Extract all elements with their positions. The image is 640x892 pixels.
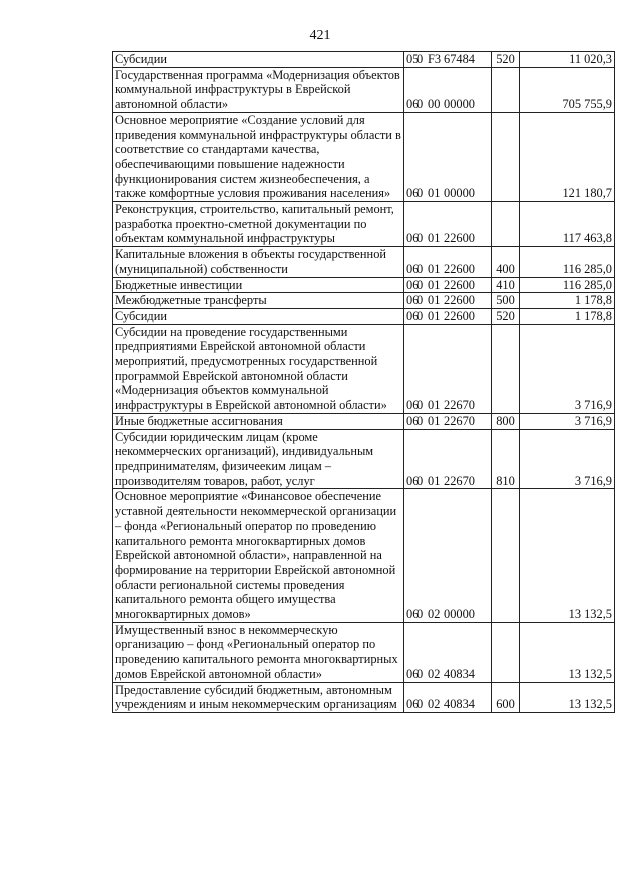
- table-row: [113, 682, 615, 712]
- row-expense-type-cell: 500: [492, 293, 520, 309]
- classification-code: [406, 414, 482, 429]
- budget-table: [112, 51, 615, 713]
- code-part: 00: [428, 97, 441, 112]
- code-part: F3: [428, 52, 442, 66]
- row-name-cell: Государственная программа «Модернизация объектов коммунальной инфраструктуры в Еврейской автономной области»: [113, 67, 404, 112]
- table-row: [113, 308, 615, 324]
- classification-code: [406, 262, 482, 277]
- table-row: [113, 112, 615, 201]
- table-row: [113, 277, 615, 293]
- code-part: 22670: [444, 413, 475, 428]
- row-expense-type-cell: [492, 67, 520, 112]
- code-part: 06: [406, 231, 419, 246]
- row-amount-cell: 705 755,9: [520, 67, 615, 112]
- budget-table-body: [113, 52, 615, 713]
- code-part: 02: [428, 697, 441, 712]
- code-part: 01: [428, 398, 441, 413]
- classification-code: [406, 667, 482, 682]
- row-expense-type-cell: 410: [492, 277, 520, 293]
- row-code-cell: [404, 112, 492, 201]
- code-part: 06: [406, 473, 419, 488]
- table-row: [113, 52, 615, 68]
- code-part: 22670: [444, 473, 475, 488]
- row-name-cell: Бюджетные инвестиции: [113, 277, 404, 293]
- code-part: 0: [417, 697, 424, 712]
- row-expense-type-cell: 520: [492, 308, 520, 324]
- row-expense-type-cell: [492, 622, 520, 682]
- code-part: 22600: [444, 261, 475, 276]
- row-amount-cell: 3 716,9: [520, 413, 615, 429]
- row-amount-cell: 3 716,9: [520, 429, 615, 489]
- code-part: 0: [417, 261, 424, 276]
- code-part: 06: [406, 277, 419, 292]
- code-part: 40834: [444, 666, 475, 681]
- table-row: [113, 489, 615, 622]
- code-part: 22600: [444, 231, 475, 246]
- row-name-cell: Реконструкция, строительство, капитальный ремонт, разработка проектно-сметной документации по объектам коммунальной инфраструктуры: [113, 202, 404, 247]
- code-part: 0: [417, 231, 424, 246]
- row-code-cell: [404, 202, 492, 247]
- classification-code: [406, 697, 482, 712]
- table-row: [113, 324, 615, 413]
- code-part: 00000: [444, 186, 475, 201]
- code-part: 06: [406, 293, 419, 308]
- row-expense-type-cell: 800: [492, 413, 520, 429]
- classification-code: [406, 309, 482, 324]
- classification-code: [406, 52, 482, 67]
- code-part: 02: [428, 666, 441, 681]
- code-part: 06: [406, 697, 419, 712]
- row-amount-cell: 13 132,5: [520, 622, 615, 682]
- code-part: 0: [417, 607, 424, 622]
- row-amount-cell: 1 178,8: [520, 293, 615, 309]
- row-code-cell: [404, 247, 492, 277]
- code-part: 06: [406, 97, 419, 112]
- code-part: 01: [428, 413, 441, 428]
- code-part: 01: [428, 293, 441, 308]
- row-name-cell: Капитальные вложения в объекты государственной (муниципальной) собственности: [113, 247, 404, 277]
- table-row: [113, 622, 615, 682]
- code-part: 0: [417, 277, 424, 292]
- code-part: 02: [428, 607, 441, 622]
- code-part: 0: [417, 186, 424, 201]
- row-name-cell: Иные бюджетные ассигнования: [113, 413, 404, 429]
- code-part: 01: [428, 231, 441, 246]
- code-part: 22600: [444, 277, 475, 292]
- code-part: 0: [417, 666, 424, 681]
- row-amount-cell: 116 285,0: [520, 247, 615, 277]
- row-code-cell: [404, 293, 492, 309]
- row-name-cell: Имущественный взнос в некоммерческую организацию – фонд «Региональный оператор по проведению капитального ремонта многоквартирных домов Еврейской автономной области»: [113, 622, 404, 682]
- row-name-cell: Основное мероприятие «Финансовое обеспечение уставной деятельности некоммерческой организации – фонда «Региональный оператор по проведению капитального ремонта многоквартирных домов Еврейской автономной области», направленной на формирование на территории Еврейской автономной области региональной системы проведения капитального ремонта общего имущества многоквартирных домов»: [113, 489, 404, 622]
- row-code-cell: [404, 413, 492, 429]
- code-part: 01: [428, 261, 441, 276]
- table-row: [113, 413, 615, 429]
- code-part: 0: [417, 293, 424, 308]
- row-code-cell: [404, 489, 492, 622]
- code-part: 01: [428, 277, 441, 292]
- row-amount-cell: 13 132,5: [520, 682, 615, 712]
- code-part: 01: [428, 308, 441, 323]
- row-amount-cell: 1 178,8: [520, 308, 615, 324]
- code-part: 22600: [444, 293, 475, 308]
- row-code-cell: [404, 324, 492, 413]
- row-name-cell: Субсидии: [113, 308, 404, 324]
- code-part: 0: [417, 308, 424, 323]
- code-part: 40834: [444, 697, 475, 712]
- row-amount-cell: 121 180,7: [520, 112, 615, 201]
- code-part: 0: [417, 473, 424, 488]
- row-code-cell: [404, 682, 492, 712]
- row-expense-type-cell: 520: [492, 52, 520, 68]
- code-part: 00000: [444, 97, 475, 112]
- code-part: 06: [406, 308, 419, 323]
- row-expense-type-cell: [492, 202, 520, 247]
- code-part: 05: [406, 52, 419, 66]
- code-part: 0: [417, 398, 424, 413]
- page-number: 421: [309, 28, 331, 43]
- code-part: 06: [406, 666, 419, 681]
- classification-code: [406, 607, 482, 622]
- row-amount-cell: 11 020,3: [520, 52, 615, 68]
- code-part: 06: [406, 186, 419, 201]
- row-name-cell: Субсидии: [113, 52, 404, 68]
- row-expense-type-cell: [492, 324, 520, 413]
- table-row: [113, 293, 615, 309]
- classification-code: [406, 398, 482, 413]
- code-part: 06: [406, 607, 419, 622]
- row-code-cell: [404, 52, 492, 68]
- classification-code: [406, 278, 482, 293]
- classification-code: [406, 186, 482, 201]
- row-expense-type-cell: 400: [492, 247, 520, 277]
- table-row: [113, 67, 615, 112]
- classification-code: [406, 293, 482, 308]
- row-name-cell: Межбюджетные трансферты: [113, 293, 404, 309]
- row-name-cell: Предоставление субсидий бюджетным, автономным учреждениям и иным некоммерческим организациям: [113, 682, 404, 712]
- table-row: [113, 202, 615, 247]
- code-part: 22670: [444, 398, 475, 413]
- code-part: 00000: [444, 607, 475, 622]
- code-part: 0: [417, 413, 424, 428]
- code-part: 67484: [444, 52, 475, 66]
- classification-code: [406, 474, 482, 489]
- row-expense-type-cell: 600: [492, 682, 520, 712]
- code-part: 06: [406, 398, 419, 413]
- code-part: 22600: [444, 308, 475, 323]
- code-part: 06: [406, 261, 419, 276]
- code-part: 0: [417, 52, 424, 66]
- table-row: [113, 247, 615, 277]
- row-code-cell: [404, 277, 492, 293]
- row-name-cell: Субсидии на проведение государственными предприятиями Еврейской автономной области мероприятий, предусмотренных государственной программой Еврейской автономной области «Модернизация объектов коммунальной инфраструктуры в Еврейской автономной области»: [113, 324, 404, 413]
- row-expense-type-cell: 810: [492, 429, 520, 489]
- row-expense-type-cell: [492, 489, 520, 622]
- table-row: [113, 429, 615, 489]
- row-amount-cell: 116 285,0: [520, 277, 615, 293]
- row-name-cell: Основное мероприятие «Создание условий для приведения коммунальной инфраструктуры области в соответствие со стандартами качества, обеспечивающими повышение надежности функционирования систем жизнеобеспечения, а также комфортные условия проживания населения»: [113, 112, 404, 201]
- code-part: 01: [428, 473, 441, 488]
- row-expense-type-cell: [492, 112, 520, 201]
- row-code-cell: [404, 308, 492, 324]
- code-part: 0: [417, 97, 424, 112]
- code-part: 01: [428, 186, 441, 201]
- classification-code: [406, 97, 482, 112]
- code-part: 06: [406, 413, 419, 428]
- row-amount-cell: 117 463,8: [520, 202, 615, 247]
- classification-code: [406, 231, 482, 246]
- row-amount-cell: 13 132,5: [520, 489, 615, 622]
- row-amount-cell: 3 716,9: [520, 324, 615, 413]
- row-name-cell: Субсидии юридическим лицам (кроме некоммерческих организаций), индивидуальным предпринимателям, физичееким лицам – производителям товаров, работ, услуг: [113, 429, 404, 489]
- row-code-cell: [404, 622, 492, 682]
- row-code-cell: [404, 67, 492, 112]
- row-code-cell: [404, 429, 492, 489]
